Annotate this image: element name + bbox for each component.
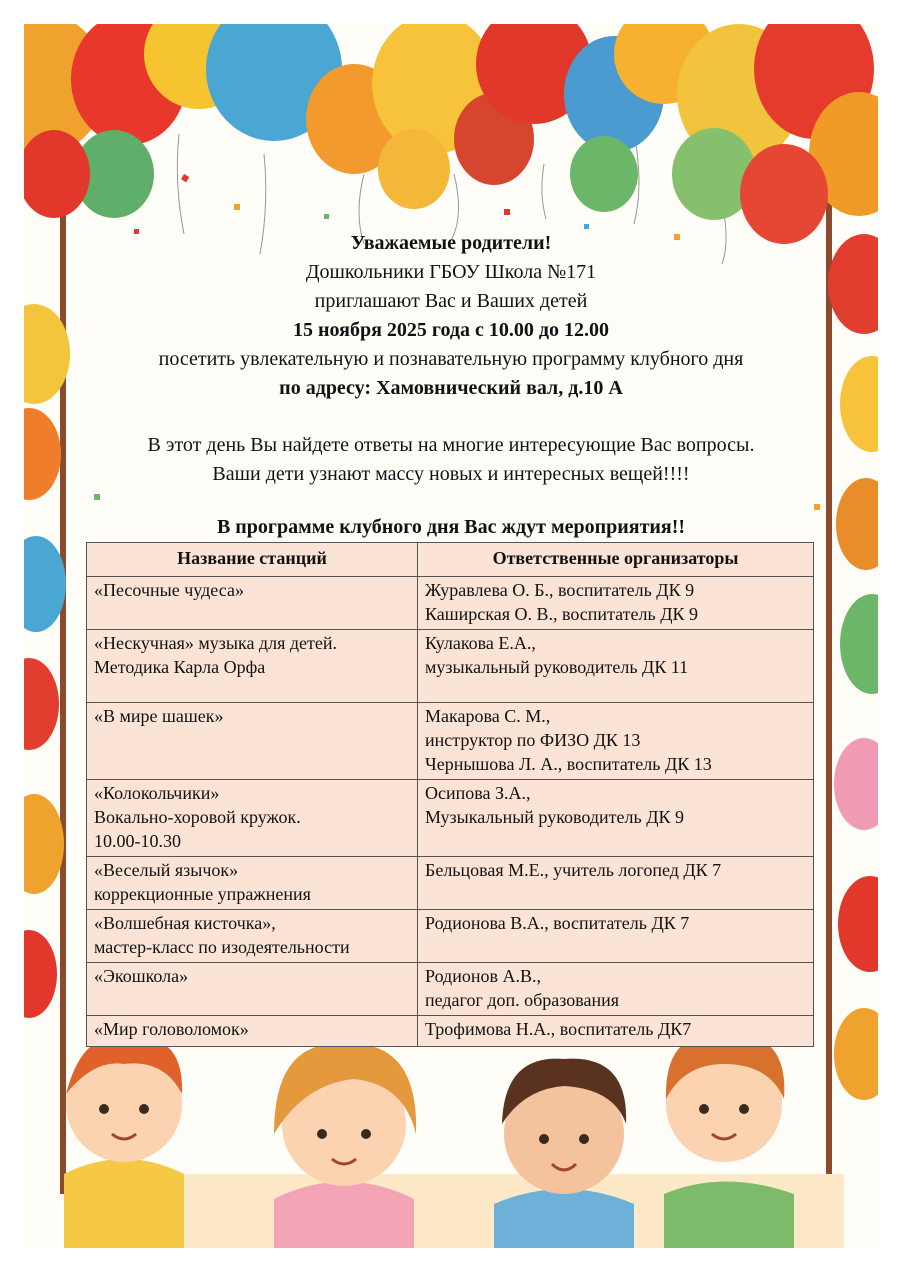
column-header-station: Название станций [87, 543, 418, 577]
table-header-row [87, 543, 814, 577]
station-cell: «Волшебная кисточка», мастер-класс по изодеятельности [87, 910, 418, 963]
event-date: 15 ноября 2025 года с 10.00 до 12.00 [292, 319, 610, 341]
four-children-illustration [64, 1034, 844, 1248]
table-row [87, 1016, 814, 1047]
table-row [87, 630, 814, 703]
organizers-cell: Трофимова Н.А., воспитатель ДК7 [418, 1016, 814, 1047]
station-cell: «Экошкола» [87, 963, 418, 1016]
invite-line: приглашают Вас и Ваших детей [314, 290, 588, 312]
station-cell: «Веселый язычок» коррекционные упражнения [87, 857, 418, 910]
table-row [87, 577, 814, 630]
intro-line-2: Ваши дети узнают массу новых и интересных вещей!!!! [212, 463, 690, 485]
station-cell: «В мире шашек» [87, 703, 418, 780]
table-row [87, 857, 814, 910]
table-row [87, 910, 814, 963]
organizers-cell: Кулакова Е.А., музыкальный руководитель ДК 11 [418, 630, 814, 703]
organizers-cell: Осипова З.А., Музыкальный руководитель ДК 9 [418, 780, 814, 857]
table-row [87, 963, 814, 1016]
organizers-cell: Родионов А.В., педагог доп. образования [418, 963, 814, 1016]
station-cell: «Колокольчики» Вокально-хоровой кружок. 10.00-10.30 [87, 780, 418, 857]
balloon-cluster-top [24, 24, 878, 244]
greeting-heading: Уважаемые родители! [350, 232, 552, 254]
program-heading: В программе клубного дня Вас ждут мероприятия!! [216, 516, 686, 538]
event-address: по адресу: Хамовнический вал, д.10 А [279, 377, 623, 399]
invitation-poster [24, 24, 878, 1248]
table-row [87, 780, 814, 857]
organizers-cell: Бельцовая М.Е., учитель логопед ДК 7 [418, 857, 814, 910]
station-cell: «Нескучная» музыка для детей. Методика Карла Орфа [87, 630, 418, 703]
program-description: посетить увлекательную и познавательную программу клубного дня [158, 348, 744, 370]
organizers-cell: Родионова В.А., воспитатель ДК 7 [418, 910, 814, 963]
organizers-cell: Макарова С. М., инструктор по ФИЗО ДК 13 Чернышова Л. А., воспитатель ДК 13 [418, 703, 814, 780]
station-cell: «Песочные чудеса» [87, 577, 418, 630]
organizers-cell: Журавлева О. Б., воспитатель ДК 9 Каширская О. В., воспитатель ДК 9 [418, 577, 814, 630]
column-header-organizers: Ответственные организаторы [418, 543, 814, 577]
intro-line-1: В этот день Вы найдете ответы на многие интересующие Вас вопросы. [147, 434, 755, 456]
station-cell: «Мир головоломок» [87, 1016, 418, 1047]
school-line: Дошкольники ГБОУ Школа №171 [305, 261, 597, 283]
program-table [86, 542, 814, 1047]
invitation-text [24, 229, 878, 542]
table-row [87, 703, 814, 780]
